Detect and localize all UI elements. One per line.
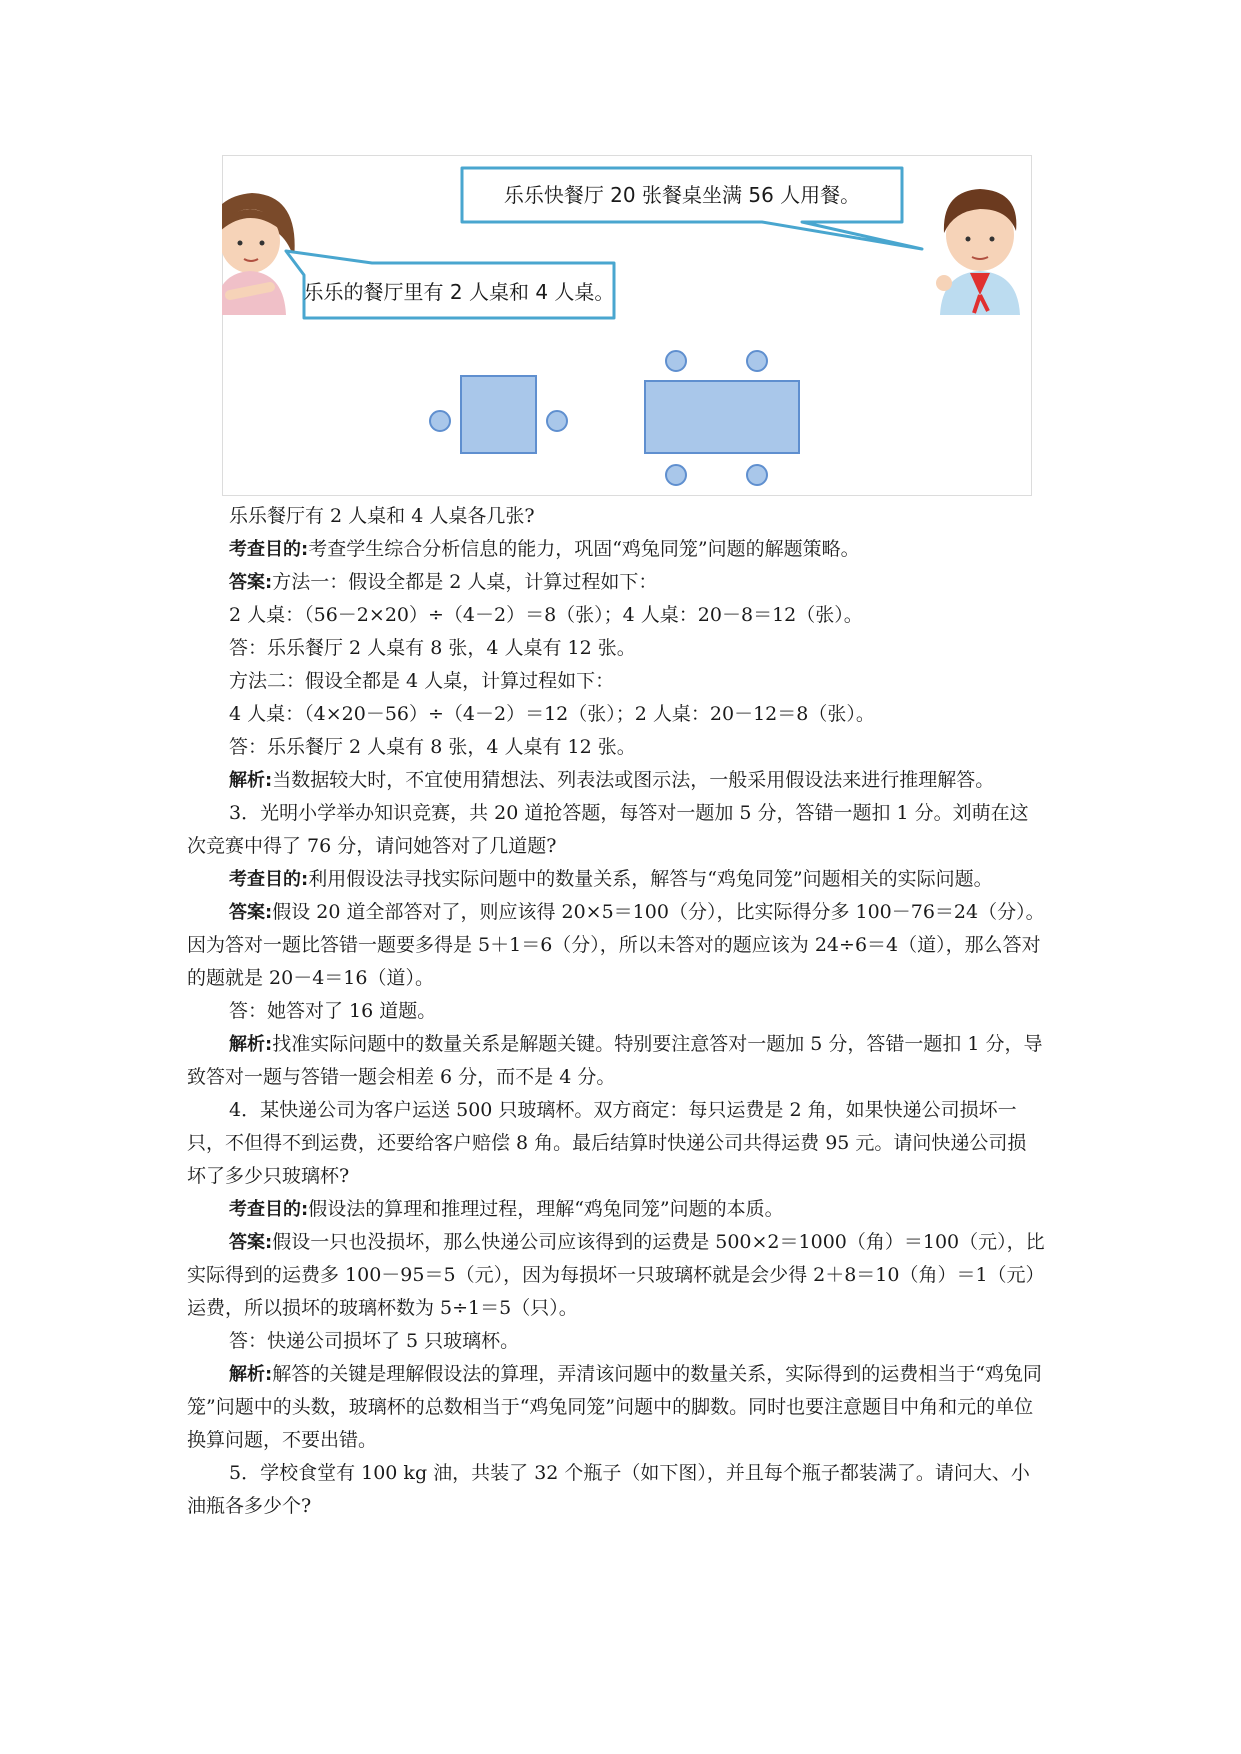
- q3-purpose-text: 利用假设法寻找实际问题中的数量关系，解答与“鸡兔同笼”问题相关的实际问题。: [308, 868, 993, 890]
- q3-answer-label: 答案:: [229, 902, 273, 923]
- q2-method-2-calc: 4 人桌：（4×20－56）÷（4－2）＝12（张）；2 人桌：20－12＝8（张）。: [229, 703, 875, 725]
- q4-purpose: [187, 1193, 1045, 1226]
- q2-analysis-text: 当数据较大时，不宜使用猜想法、列表法或图示法，一般采用假设法来进行推理解答。: [272, 769, 995, 791]
- q2-analysis-label: 解析:: [229, 770, 273, 791]
- q3-analysis-label: 解析:: [229, 1034, 273, 1055]
- figure-illustration: [222, 155, 1032, 496]
- q4-purpose-text: 假设法的算理和推理过程，理解“鸡兔同笼”问题的本质。: [308, 1198, 784, 1220]
- q4-answer: [187, 1226, 1045, 1325]
- q4-answer-final: 答：快递公司损坏了 5 只玻璃杯。: [229, 1330, 520, 1352]
- q3-answer: [187, 896, 1045, 995]
- q4-analysis: [187, 1358, 1045, 1457]
- question-5-text: 5．学校食堂有 100 kg 油，共装了 32 个瓶子（如下图），并且每个瓶子都装满了。请问大、小油瓶各多少个?: [187, 1462, 1030, 1517]
- q3-answer-final: 答：她答对了 16 道题。: [229, 1000, 437, 1022]
- q4-answer-label: 答案:: [229, 1232, 273, 1253]
- bubble-right-text: 乐乐快餐厅 20 张餐桌坐满 56 人用餐。: [503, 183, 861, 207]
- q2-method-2: 方法二：假设全都是 4 人桌，计算过程如下：: [229, 670, 615, 692]
- q2-analysis: [187, 764, 1045, 797]
- q4-analysis-text: 解答的关键是理解假设法的算理，弄清该问题中的数量关系，实际得到的运费相当于“鸡兔同笼”问题中的头数，玻璃杯的总数相当于“鸡兔同笼”问题中的脚数。同时也要注意题目中角和元的单位换算问题，不要出错。: [187, 1363, 1042, 1451]
- restaurant-figure: [222, 155, 1032, 496]
- q3-purpose: [187, 863, 1045, 896]
- q2-method-1: 方法一：假设全都是 2 人桌，计算过程如下：: [272, 571, 658, 593]
- question-4-text: 4．某快递公司为客户运送 500 只玻璃杯。双方商定：每只运费是 2 角，如果快递公司损坏一只，不但得不到运费，还要给客户赔偿 8 角。最后结算时快递公司共得运费 95 元。请问快递公司损坏了多少只玻璃杯?: [187, 1099, 1027, 1187]
- q2-purpose-text: 考查学生综合分析信息的能力，巩固“鸡兔同笼”问题的解题策略。: [308, 538, 860, 560]
- question-3-text: 3．光明小学举办知识竞赛，共 20 道抢答题，每答对一题加 5 分，答错一题扣 1 分。刘萌在这次竞赛中得了 76 分，请问她答对了几道题?: [187, 802, 1029, 857]
- question-2-text: 乐乐餐厅有 2 人桌和 4 人桌各几张?: [229, 505, 535, 527]
- q3-purpose-label: 考查目的:: [229, 869, 309, 890]
- document-body: [187, 500, 1045, 1523]
- q3-analysis-text: 找准实际问题中的数量关系是解题关键。特别要注意答对一题加 5 分，答错一题扣 1 分，导致答对一题与答错一题会相差 6 分，而不是 4 分。: [187, 1033, 1043, 1088]
- q2-answer: [187, 566, 1045, 599]
- q2-purpose-label: 考查目的:: [229, 539, 309, 560]
- q2-method-1-calc: 2 人桌：（56－2×20）÷（4－2）＝8（张）；4 人桌：20－8＝12（张）。: [229, 604, 863, 626]
- q3-answer-text: 假设 20 道全部答对了，则应该得 20×5＝100（分），比实际得分多 100－76＝24（分）。因为答对一题比答错一题要多得是 5＋1＝6（分），所以未答对的题应该为 24÷6＝4（道），那么答对的题就是 20－4＝16（道）。: [187, 901, 1045, 989]
- q2-method-1-answer: 答：乐乐餐厅 2 人桌有 8 张，4 人桌有 12 张。: [229, 637, 636, 659]
- q2-method-2-answer: 答：乐乐餐厅 2 人桌有 8 张，4 人桌有 12 张。: [229, 736, 636, 758]
- q4-answer-text: 假设一只也没损坏，那么快递公司应该得到的运费是 500×2＝1000（角）＝100（元），比实际得到的运费多 100－95＝5（元），因为每损坏一只玻璃杯就是会少得 2＋8＝10（角）＝1（元）运费，所以损坏的玻璃杯数为 5÷1＝5（只）。: [187, 1231, 1045, 1319]
- q4-purpose-label: 考查目的:: [229, 1199, 309, 1220]
- bubble-left-text: 乐乐的餐厅里有 2 人桌和 4 人桌。: [303, 280, 615, 304]
- q2-purpose: [187, 533, 1045, 566]
- q2-answer-label: 答案:: [229, 572, 273, 593]
- q4-analysis-label: 解析:: [229, 1364, 273, 1385]
- q3-analysis: [187, 1028, 1045, 1094]
